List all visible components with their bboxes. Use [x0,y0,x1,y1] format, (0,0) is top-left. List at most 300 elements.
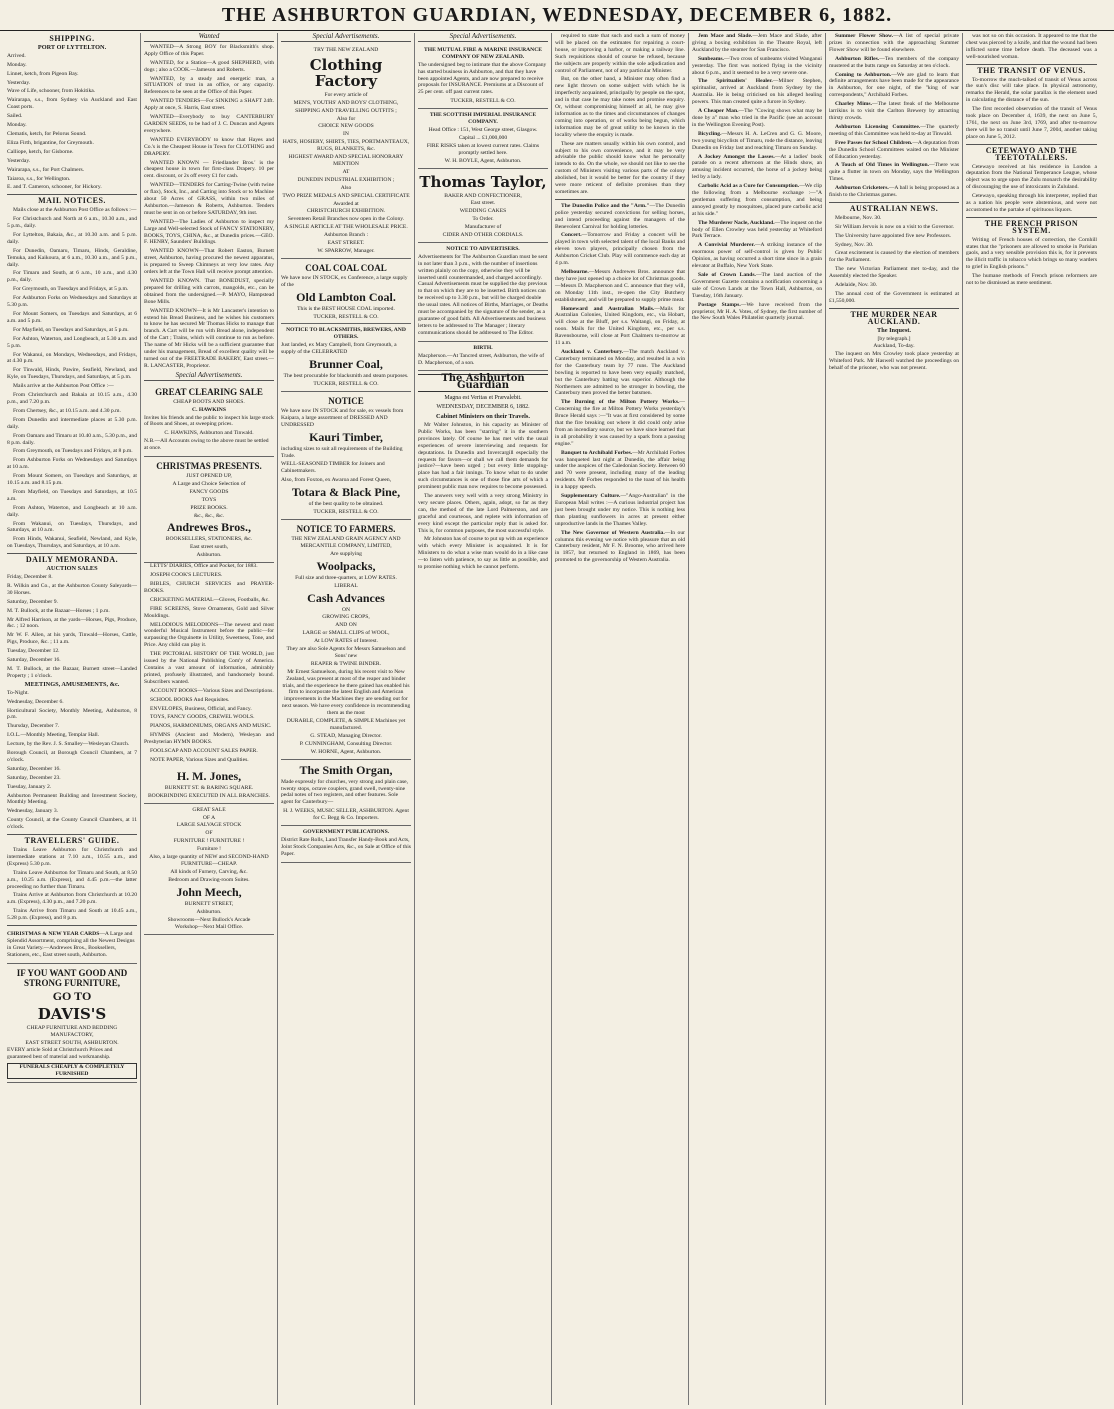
news-note-head: Banquet to Archibald Forbes. [561,449,633,456]
shipping-line: Wairarapa, s.s., for Port Chalmers. [7,166,85,173]
andrewes-name: Andrewes Bros., [167,520,251,535]
shipping-line: Yesterday. [7,79,31,86]
memoranda-line: M. T. Bullock, at the Bazaar—Horses ; 1 p.m. [7,607,110,614]
news-note-body: —Messrs H. A. LeCren and G. G. Moore, two young bicyclists of Timaru, rode the distance, leaving Dunedin on Friday last and reaching Timaru on Sunday. [692,130,822,151]
news-note [829,56,959,70]
news-note-body: —Messrs Andrewes Bros. announce that they have just opened up a choice lot of Christmas goods.—Messrs D. Macpherson and C. announce that they will, on Monday 11th inst., re-open the City Butchery establishment, and will be prepared to supply prime meat. [555,269,685,303]
christmas-lines [144,473,274,519]
jones-line: BOOKBINDING EXECUTED IN ALL BRANCHES. [147,792,271,799]
shipping-heading: SHIPPING. [49,34,95,43]
news-note-head: A Cheaper Man. [698,108,739,115]
news-note-body: —Two cross of sunbeams visited Wanganui yesterday. The first was noticed flying in the vicinity about 6 p.m., and it seemed to be a very severe one. [692,55,822,76]
farmers-line: LARGE or SMALL CLIPS of WOOL, [302,630,390,637]
birth-body: Macpherson.—At Tancred street, Ashburton, the wife of D. Macpherson, of a son. [418,352,545,366]
mail-line: For Mayfield, on Tuesdays and Saturdays, at 5 p.m. [13,326,129,333]
news-note-body: —A ball is being proposed as a finish to the Christmas games. [829,185,959,199]
cetewayo-paragraph: Cetewayo, speaking through his interpreter, replied that as a nation his people were abstemious, and were not accustomed to the partake of spirituous liquors. [966,193,1097,213]
editorial-paragraph: These are matters usually within his own control, and subject to his own convenience, and it may be very advisable the public should know what he personally intends to do. On the whole, we should not like to see the custom of Ministers visiting various parts of the colony abolished, but it would be better for the country if they were more reticent of definite promises than they sometimes are. [555,140,685,195]
news-note-body: —Concerning the fire at Milton Pottery Works yesterday's Bruce Herald says :—"It was at first considered by some that the fire breaking out where it did could only arise from an incendiary source, but we have since learned that in all probability it was caused by a spark from a passing engine." [555,399,685,447]
news-note-head: Sunbeams. [698,55,724,62]
memoranda-heading: DAILY MEMORANDA. [25,555,119,565]
shipping-line: Linnet, ketch, from Pigeon Bay. [7,70,79,77]
stationery-item: LETTS' DIARIES, Office and Pocket, for 1883. [150,563,258,570]
clothing-line: EAST STREET. [327,240,365,247]
clothing-line: HIGHEST AWARD AND SPECIAL HONORARY MENTION [288,154,404,167]
scottish-line: Head Office : 151, West George street, Glasgow. [428,126,538,133]
clothing-line: Also for [336,115,356,122]
taylor-line: WEDDING CAKES [459,208,507,215]
australian-line: The University have appointed five new Professors. [835,232,952,239]
news-note [692,131,822,152]
special-ads-header: Special Advertisements. [144,372,274,381]
local-notes [555,203,685,564]
news-note-head: Charley Mims. [835,101,873,108]
meech-line: Workshop—Next Mail Office. [174,924,244,931]
memoranda-line: R. Wilkin and Co., at the Ashburton County Saleyards—30 Horses. [7,582,137,596]
farmers-line: W. HORNE, Agent, Ashburton. [310,748,382,755]
notice-body: Just landed, ex Mary Campbell, from Greymouth, a supply of the CELEBRATED [281,342,397,356]
clothing-line: Awarded at [333,200,359,207]
australian-heading: AUSTRALIAN NEWS. [849,203,939,213]
guardian-motto: Magna est Veritas et Prævalebit. [444,395,522,402]
clothing-big: Clothing Factory [309,55,383,90]
news-note-head: A Convivial Murderer. [698,242,755,249]
taylor-line: To Order. [472,216,494,223]
shipping-line: Arrived. [7,52,26,59]
kauri-body: We have now IN STOCK and for sale, ex vessels from Kaipara, a large assortment of DRESSED AND UNDRESSED [281,407,404,428]
kauri-timber-ad [281,392,411,520]
meetings-heading: MEETINGS, AMUSEMENTS, &c. [24,680,120,688]
meeting-line: Thursday, December 7. [7,723,60,730]
prison-paragraph: Writing of French houses of correction, the Cornhill states that the "prisoners are allowed to smoke in Parisian gaols, and a very sensible provision this is, for it prevents the illicit traffic in tobacco which brings so many warders to grief in English prisons." [966,236,1097,271]
scottish-head: THE SCOTTISH IMPERIAL INSURANCE COMPANY. [429,112,537,126]
clothing-lines [281,92,411,255]
scottish-line: W. H. BOYLE, Agent, Ashburton. [444,157,522,164]
davis-ad-goto: GO TO [52,988,92,1003]
news-note [692,154,822,182]
venus-paragraph: The first recorded observation of the transit of Venus took place on December 4, 1639, the next on June 5, 1761, the next on June 3rd, 1769, and after to-morrow there will be no transit until June 7, 2004, another taking place on June 5, 2012. [966,106,1097,140]
taylor-ad [418,169,548,243]
mail-arrival-line: From Wakanui, on Tuesdays, Thursdays, and Saturdays, at 10 a.m. [7,520,137,534]
news-note [829,72,959,100]
meeting-line: Saturday, December 23. [7,774,61,781]
mutual-body: The undersigned beg to intimate that the above Company has started business in Ashburton, and that they have been appointed Agents, and are now prepared to receive proposals for INSURANCE. Premiums at a Discount of 25 per cent. off past current rates. [418,61,547,96]
stationery-item: ACCOUNT BOOKS—Various Sizes and Descriptions. [150,687,274,694]
divider [966,217,1097,218]
memoranda-sub: AUCTION SALES [46,565,98,573]
divider [966,64,1097,65]
farmers-line: ON [341,606,351,613]
christmas-line: PRIZE BOOKS. [190,504,228,511]
farmers-line: AND ON [335,622,357,629]
christmas-line: &c., &c., &c. [193,512,225,519]
farmers-big: Woolpacks, [316,558,376,573]
coal-ad [281,259,411,325]
mail-arrivals [7,392,137,550]
news-note-head: Postage Stamps. [698,301,741,308]
salvage-body2: All kinds of Furnery, Carving, &c. [170,868,248,875]
taylor-line: BAKER AND CONFECTIONER, [444,192,522,199]
news-note-body: —Milner Stephen, spiritualist, arrived at Auckland from Sydney by the Australia. He is being criticised on his alleged healing powers. This man created quite a furore in Sydney. [692,78,822,106]
news-note-head: Free Passes for School Children. [835,139,913,146]
wanted-ad: WANTED—The Ladies of Ashburton to inspect my Large and Well-selected Stock of FANCY STATIONERY, BOOKS, TOYS, CHINA, &c., at Dunedin prices.—GEO. F. HENRY, Saunders' Buildings. [144,218,274,246]
news-note-body: —Mr Archibald Forbes was banqueted last night at Dunedin, the affair being under the auspices of the Caledonian Society. Between 60 and 70 were present, including many of the leading residents. Mr Forbes responded to the toast of his health in a happy speech. [555,449,686,491]
scottish-lines [418,127,548,165]
davis-ad [7,964,137,1083]
editorial-paragraph: required to state that such and such a sum of money will be placed on the estimates for repairing a court-house, or improving a harbor, or making a railway line. Such requisitions should of course be refused, because the subjects are properly within the sole adjudication and control of Parliament, not of any particular Minister. [555,33,685,74]
news-note [555,450,685,491]
news-note [555,269,685,304]
taylor-line: CIDER AND OTHER CORDIALS. [442,232,524,239]
column-5 [552,33,689,1405]
wanted-ad: WANTED—A Strong BOY for Blacksmith's shop. Apply Office of this Paper. [144,43,274,57]
divider [966,144,1097,145]
news-note-head: Summer Flower Show. [835,33,894,39]
andrewes-lines [144,536,274,559]
coal-body: We have now IN STOCK, ex Conference, a large supply of the [281,274,408,288]
news-note-body: —In our columns this evening we notice with pleasure that an old Canterbury resident, Mr F. N. Broome, who arrived here in 1857, but returned to England in 1869, has been promoted to the governorship of Western Australia. [555,529,685,564]
news-note-head: Sale of Crown Lands. [698,272,756,278]
mail-line: For Wakanui, on Mondays, Wednesdays, and Fridays, at 4.30 p.m. [7,351,137,365]
salvage-line: FURNITURE ! FURNITURE ! [173,838,245,845]
kauri-also: Also, from Foxton, ex Awaroa and Forest Queen, [281,477,392,484]
news-note-body: —Tomorrow and Friday a concert will be played in town with selected talent of the local Banks and eleven town players, principally chosen from the Ashburton Cricket Club. Play will commence each day at 4 p.m. [555,232,685,267]
news-note-body: —The match Auckland v. Canterbury terminated on Monday, and resulted in a win for the Canterbury team by 77 runs. The Auckland bowling is reported to have been very equally matched, but the Canterbury batting was superior. Although the Northerners are admitted to be stronger in bowling, the Canterbury men proved the better batsmen. [555,348,685,397]
mail-arrival-line: From Dunedin and intermediate places at 5.30 p.m. daily. [7,416,137,430]
birth-head: BIRTH. [473,344,493,351]
clearing-note: N.B.—All Accounts owing to the above must be settled at once. [144,438,269,452]
wanted-ad: WANTED, for a Station—A good SHEPHERD, with dogs ; also a COOK.—Jameson and Roberts. [144,59,274,73]
news-note [692,78,822,106]
brunner-coal-ad [281,324,411,391]
meeting-line: Borough Council, at Borough Council Chambers, at 7 o'clock. [7,750,137,763]
mail-paragraphs [7,207,137,381]
australian-line: Great excitement is caused by the election of members for the Parliament. [829,250,959,264]
wanted-ad: WANTED—TENDERS for Carting-Twine (with twine or flax), Stock, Inc., and Carting into Stock or to Machine about 50 Acres of GRASS, within two miles of Ashburton.—Jameson & Roberts, Ashburton. Tenders must be sent in on or before SATURDAY, 9th inst. [144,182,274,216]
cetewayo-paragraphs [966,164,1097,214]
australian-line: Sir William Jervois is now on a visit to the Governor. [835,223,955,230]
farmers-big2: Cash Advances [307,590,385,605]
kauri-head: NOTICE [328,395,364,406]
meeting-line: Wednesday, December 6. [7,698,64,705]
organ-body: Made expressly for churches, very strong and plain case, twenty stops, octave couplers, grand swell, twenty-nine pedal notes of two registers, and other features. Sole agent for Canterbury— [281,778,409,806]
stationery-item: MELODIOUS MELODIONS—The newest and most wonderful Musical Instrument before the public—for surpassing the Orguinette in Utility, Sweetness, Tone, and Price. Any child can play it. [144,621,274,649]
meeting-line: Wednesday, January 3. [7,808,59,815]
notice-adv-head: NOTICE TO ADVERTISERS. [446,245,520,252]
murder-heading: THE MURDER NEAR AUCKLAND. [850,309,938,326]
davis-line: CHEAP FURNITURE AND BEDDING MANUFACTORY, [26,1024,118,1038]
kauri-tail: including sizes to suit all requirements of the Building Trade. [281,445,403,459]
andrewes-line: Ashburton. [196,552,222,559]
mail-arrival-line: From Ashburton Forks on Wednesdays and Saturdays at 10 a.m. [7,457,137,471]
news-note-head: The Murderer Nacle, Auckland. [698,219,775,226]
mail-line: For Greymouth, on Tuesdays and Fridays, at 5 p.m. [13,286,129,293]
meech-name: John Meech, [176,884,242,899]
farmers-line: DURABLE, COMPLETE, & SIMPLE Machines yet manufactured. [286,718,406,731]
christmas-line: TOYS [201,496,217,503]
australian-line: The new Victorian Parliament met to-day, and the Assembly elected the Speaker. [829,266,959,280]
kauri-seasoned: WELL-SEASONED TIMBER for Joiners and Cabinetmakers. [281,461,385,475]
wanted-ad: WANTED KNOWN. That BONEDUST, specially prepared for drilling with carrots, mangolds, etc., can be obtained from the undersigned.—P. MAYO, Hampstead Bone Mills. [144,278,274,305]
divider [829,308,959,309]
australian-line: The annual cost of the Government is estimated at £1,550,000. [829,291,959,304]
salvage-line: OF [205,830,213,837]
davis-line: EAST STREET SOUTH, ASHBURTON. [25,1039,119,1046]
clearing-sub: CHEAP BOOTS AND SHOES. [173,398,245,405]
divider [7,553,137,554]
meeting-lines [7,690,137,831]
notice-tail: The best procurable for blacksmith and steam purposes. [283,373,409,380]
news-note [555,306,685,347]
notice-head: NOTICE TO BLACKSMITHS, BREWERS, AND OTHERS. [286,327,406,341]
news-note-body: —We are glad to learn that definite arrangements have been made for the appearance in Ashburton, for one night, of the "king of war correspondents," Archibald Forbes. [829,71,959,99]
news-note [692,242,822,270]
memoranda-line: Saturday, December 16. [7,657,61,664]
clothing-factory-ad [281,44,411,259]
divider [7,834,137,835]
news-note-body: —The latest freak of the Melbourne larrikins is to visit the Carlton Brewery by attracting thirsty crowds. [829,101,959,121]
news-note [829,140,959,161]
clothing-head: TRY THE NEW ZEALAND [313,46,379,53]
salvage-line: Furniture ! [196,846,222,853]
scottish-line: Capital ... £1,000,000 [458,134,508,141]
mutual-head: THE MUTUAL FIRE & MARINE INSURANCE COMPANY OF NEW ZEALAND. [424,46,542,60]
wanted-header: Wanted [144,33,274,42]
farmers-line: REAPER & TWINE BINDER. [310,660,382,667]
divider [555,199,685,200]
wanted-ad: WANTED, by a steady and energetic man, a SITUATION of trust in an office, or any capacity. References to be seen at the Office of this Paper. [144,75,274,96]
stationery-item: BIBLES, CHURCH SERVICES and PRAYER-BOOKS. [144,581,274,594]
mail-arrival-line: From Greymouth, on Tuesdays and Fridays, at 8 p.m. [13,448,133,455]
masthead [0,0,1114,31]
scottish-insurance-ad [418,109,548,168]
news-note-body: —The "Cowing shows what may be done by a" man who tried in the Pacific (see an account in the Wellington Evening Post). [692,108,822,128]
farmers-liberal: LIBERAL [334,582,358,589]
stationery-item: SCHOOL BOOKS And Requisites. [150,696,230,703]
salvage-body: Also, a large quantity of NEW and SECOND-HAND FURNITURE—CHEAP. [149,854,269,867]
clearing-sign: C. HAWKINS, Ashburton and Tinwald. [164,430,254,437]
clothing-line: HATS, HOSIERY, SHIRTS, TIES, PORTMANTEAUX, RUGS, BLANKETS, &c. [282,139,410,153]
editorial-continued [555,33,685,196]
clothing-line: AT [342,168,350,175]
column-8 [963,33,1100,1405]
news-note-body: —A striking instance of the enormous power of self-control is given by Public Opinion, as having occurred a short time since in a grain elevator at Buffalo, New York State. [692,242,822,270]
farmers-line: P. CUNNINGHAM, Consulting Director. [299,740,393,747]
news-note [829,33,959,54]
davis-ad-intro: IF YOU WANT GOOD AND STRONG FURNITURE, [16,967,128,988]
travellers-lines [7,847,137,922]
news-note-body: —Mails for Australian Colonies, United Kingdom, etc., via Hobart, will close at the Bluff, per s.s. Waitangi, on Friday, at noon. Mails for the United Kingdom, etc., per s.s. Ravensbourne, will close at Port Chalmers to-morrow at 11 a.m. [555,305,686,347]
salvage-line: LARGE SALVAGE STOCK [176,822,242,829]
mail-line: For Ashburton Forks on Wednesdays and Saturdays at 5.30 p.m. [7,295,137,309]
news-note-body: —Jem Mace and Slade, after giving a boxing exhibition in the Theatre Royal, left Auckland by the steamer for San Francisco. [692,33,822,53]
taylor-line: East street. [470,200,496,207]
news-note-body: —There was quite a flutter in town on Monday, says the Wellington Times. [829,162,960,183]
stationery-item: CRICKETING MATERIAL—Gloves, Footballs, &c. [150,596,270,603]
news-note-head: The Dunedin Police and the "Arm." [561,202,650,209]
smith-organ-ad [281,760,411,826]
davis-name: DAVIS'S [37,1004,107,1023]
stationery-item: TOYS, FANCY GOODS, CREWEL WOOLS. [150,714,255,721]
murder-sub: The Inquest. [877,326,911,334]
cabinet-paragraph: Mr Johnston has of course to put up with an experience with which every Minister is acquainted. It is for Ministers to do what a wise man would do in a like case—to listen with patience, to say as little as possible, and to promise nothing which he cannot perform. [418,536,548,571]
venus-heading: THE TRANSIT OF VENUS. [977,65,1086,75]
column-6 [689,33,826,1405]
meech-line: Ashburton. [196,908,222,915]
news-note [692,302,822,323]
column-4 [415,33,552,1405]
farmers-line: GROWING CROPS, [322,614,370,621]
news-note [692,56,822,77]
news-note [555,399,685,447]
stationery-item: HYMNS (Ancient and Modern), Wesleyan and Presbyterian HYMN BOOKS. [144,732,274,746]
notice-advertisers [418,243,548,342]
news-note-head: Ashburton Rifles. [835,55,880,62]
news-note [692,220,822,241]
prison-paragraph: The humane methods of French prison reformers are not to be dismissed as mere sentiment. [966,273,1097,287]
clothing-line: Also [340,184,352,191]
cetewayo-heading: CETEWAYO AND THE TEETOTALLERS. [985,145,1078,162]
christmas-presents-ad [144,457,274,563]
cards-ad-body: —A Large and Splendid Assortment, comprising all the Newest Designs in Great Variety.—Andrewes Bros., Booksellers, Stationers, etc., East street south, Ashburton. [7,931,135,958]
news-note-head: Homeward and Australian Mails. [561,305,655,312]
salvage-body3: Bedroom and Drawing-room Suites. [168,876,250,883]
mail-line: For Lyttelton, Bakaia, &c., at 10.30 a.m. and 5 p.m. daily. [7,231,137,245]
notice-big: Brunner Coal, [309,357,383,372]
meeting-line: To-Night. [7,689,29,696]
kauri-sign: TUCKER, RESTELL & CO. [313,509,379,516]
travellers-line: Trains Leave Ashburton for Timaru and South, at 8.50 a.m., 10.25 a.m. (Express), and 4.45 p.m.—the latter proceeding no further than Timaru. [7,869,137,890]
news-note-head: Carbolic Acid as a Cure for Consumption. [698,183,800,190]
divider [7,194,137,195]
jones-ad [144,766,274,804]
meeting-line: Tuesday, January 2. [7,783,52,790]
taylor-lines [418,193,548,239]
stationery-item: FOOLSCAP AND ACCOUNT SALES PAPER. [150,748,258,755]
kauri-big2: Totara & Black Pine, [291,485,401,500]
coal-big: Old Lambton Coal. [296,289,396,304]
shipping-line: Yesterday. [7,157,31,164]
murder-place: Auckland, To-day. [873,343,915,350]
wanted-ad: WANTED EVERYBODY to know that Hayes and Co.'s is the Cheapest House in Town for CLOTHING and DRAPERY. [144,136,274,157]
andrewes-line: East street south, [189,544,229,551]
news-note-head: A Touch of Old Times in Wellington. [835,162,930,169]
shipping-line: Wairarapa, s.s., from Sydney via Auckland and East Coast ports. [7,97,137,111]
notice-sign: TUCKER, RESTELL & CO. [313,381,379,387]
australian-line: Adelaide, Nov. 30. [835,282,878,289]
travellers-line: Trains Leave Ashburton for Christchurch and intermediate stations at 7.10 a.m., 10.55 a.m., and (Express) 5.30 p.m. [7,847,137,867]
column-2 [141,33,278,1405]
organ-sign: H. J. WEEKS, MUSIC SELLER, ASHBURTON. Agent for C. Begg & Co. Importers. [283,808,409,822]
local-notes [692,33,822,322]
shipping-line: Monday. [7,122,27,129]
stationery-list [144,563,274,764]
news-note-head: A Jockey Amongst the Lasses. [698,153,775,160]
stationery-item: NOTE PAPER, Various Sizes and Qualities. [150,756,249,763]
farmers-head: NOTICE TO FARMERS. [296,523,396,534]
cabinet-paragraph: Mr Walter Johnston, in his capacity as Minister of Public Works, has been "starring" it in the southern provinces lately. Of course he has met with the usual experiences of severe interviewing and requests for deputations. In Dunedin and Invercargill especially the requests for favors—or shall we call them demands for justice?—have been urged ; but every little stopping-place has had a fair innings. To know what to do under such circumstances is one of those fine arts of which a prominent public man now requires to become possessed. [418,421,548,491]
news-note-head: The New Governor of Western Australia. [561,529,665,536]
news-note-body: —A deputation from the Dunedin School Committees waited on the Minister of Education yesterday. [829,139,959,160]
news-note [555,232,685,267]
clothing-line: Ashburton Branch : [323,232,369,239]
notice-adv-body: Advertisements for The Ashburton Guardian must be sent in not later than 3 p.m., with the number of insertions written plainly on the copy, otherwise they will be inserted until countermanded, and charged accordingly. Casual Advertisements must be supplied the day previous to that on which they are to be inserted. Birth notices can be received up to 3.30 p.m., but will be charged double the usual rates. All notices of Births, Marriages, or Deaths must be accompanied by the signature of the sender, as a guarantee of good faith. All Advertisements and business letters to be addressed to The Manager ; literary communications should be addressed to The Editor. [418,253,548,336]
news-note [692,272,822,300]
news-note-head: Coming to Ashburton. [835,71,892,78]
mail-line: For Tinwald, Hinds, Pawire, Seafield, Newland, and Kyle, on Tuesdays, Thursdays, and Saturdays, at 5 p.m. [7,367,137,381]
mail-arrival-line: From Chertsey, &c., at 10.15 a.m. and 4.30 p.m. [13,407,121,414]
mail-arrival-line: From Ashton, Waterton, and Longbeach at 10 a.m. daily. [7,504,137,518]
andrewes-line: BOOKSELLERS, STATIONERS, &c. [165,536,253,543]
clothing-line: A SINGLE ARTICLE AT THE WHOLESALE PRICE. [284,224,408,231]
memoranda-line: Mr W. F. Allen, at his yards, Tinwald—Horses, Cattle, Pigs, Produce, &c. ; 11 a.m. [7,632,137,646]
clearing-name: C. HAWKINS [192,406,226,413]
murder-paragraph: was not so on this occasion. It appeared to me that the chest was pierced by a knife, and that the wound had been inflicted some time before death. The deceased was a well-nourished woman. [966,33,1097,60]
meeting-line: Saturday, December 16. [7,765,61,772]
editorial-paragraph: But, on the other hand, a Minister may often find a new light thrown on some subject with which he is imperfectly acquainted, principally by people on the spot, and in that case he may take notes and promise enquiry. Or, without compromising himself at all, he may give information as to the times and circumstances of changes coming into operation, or of works being begun, which information may be of great utility to be known in the locality where the enquiry is made. [555,76,685,138]
memoranda-line: Saturday, December 9. [7,598,58,605]
shipping-line: Sailed. [7,113,23,120]
news-note-body: —We have received from the proprietor, Mr H. A. Votes, of Sydney, the first number of the New South Wales Philatelist quarterly journal. [692,301,822,322]
special-ads-header: Special Advertisements. [281,33,411,42]
cards-ad [7,929,137,964]
news-note-head: Melbourne. [561,269,589,275]
news-note-body: —The land auction of the Government Gazette contains a notification concerning a sale of Crown Lands at the Town Hall, Ashburton, on Tuesday, 16th January. [692,272,822,299]
wanted-ad: WANTED KNOWN—It is Mr Lancaster's intention to extend his Bread Business, and he wishes his customers to know he has secured Mr Thomas Hicks to manage that branch. A Cart will be run with Bread alone, independent of the Cart ; Trains, which will continue to run as before. The name of Mr Hicks will be a sufficient guarantee that under his management, Bread of excellent quality will be turned out of the FREETRADE BAKERY, East street.—R. LANCASTER, Proprietor. [144,307,274,369]
govt-publications-ad [281,826,411,863]
memoranda-line: Friday, December 8. [7,574,53,580]
news-note [692,183,822,218]
clothing-line: For every article of [324,91,368,98]
clothing-line: CHOICE NEW GOODS [318,123,374,130]
newspaper-columns [4,33,1110,1405]
mail-line: Mails close at the Ashburton Post Office as follows :— [13,207,137,214]
news-note-body: —A list of special private prizes in connection with the approaching Summer Flower Show will be found elsewhere. [829,33,959,53]
australian-line: Melbourne, Nov. 30. [835,214,882,221]
news-note-head: Concert. [561,232,582,239]
news-note [829,185,959,199]
divider [829,202,959,203]
venus-paragraph: To-morrow the much-talked of transit of Venus across the sun's disc will take place. In physical astronomy, remarks the Herald, the solar parallax is the element used in calculating the distance of the sun. [966,76,1097,104]
murder-continued [966,33,1097,61]
mail-arrival-line: From Mayfield, on Tuesdays and Saturdays, at 10.5 a.m. [7,488,137,502]
clothing-line: TWO PRIZE MEDALS AND SPECIAL CERTIFICATE [282,192,410,199]
venus-paragraphs [966,77,1097,141]
mail-line: For Mount Somers, on Tuesdays and Saturdays, at 6 a.m. and 5 p.m. [7,311,137,324]
news-note-body: —Ten members of the company mustered at the butts range on Saturday at ten o'clock. [829,55,959,69]
column-1 [4,33,141,1405]
mail-line: For Christchurch and North at 6 a.m., 10.30 a.m., and 5 p.m., daily. [7,216,137,230]
farmers-tail: Full size and three-quarters, at LOW RATES. [295,574,397,581]
column-7 [826,33,963,1405]
shipping-line: Wave of Life, schooner, from Hokitika. [7,88,96,95]
news-note-head: Auckland v. Canterbury. [561,348,624,355]
kauri-big: Kauri Timber, [309,429,383,444]
wanted-ad: WANTED TENDERS—For SINKING a SHAFT 24ft. Apply at once, S. Harris, East street. [144,98,274,112]
jones-name: H. M. Jones, [176,768,242,783]
clothing-line: DUNEDIN INDUSTRIAL EXHIBITION ; [297,176,395,183]
news-note [829,124,959,138]
news-note [555,203,685,231]
news-note-body: —The quarterly meeting of this Committee was held to-day at Tinwald. [829,123,959,137]
prison-paragraphs [966,237,1097,287]
cabinet-paragraph: The answers very well with a very strong Ministry in very secure places. Others, again, adopt, so far as they can, the method of the late Lord Palmerston, and are graceful and courteous, and replete with information of every kind except the particular reply that is asked for. This is, for common purposes, the most successful style. [418,493,548,534]
memoranda-lines [7,574,137,680]
column-3 [278,33,415,1405]
christmas-line: FANCY GOODS [189,488,229,495]
meeting-line: Lecture, by the Rev. J. S. Smalley—Wesleyan Church. [7,741,130,748]
birth-notice [418,342,548,372]
